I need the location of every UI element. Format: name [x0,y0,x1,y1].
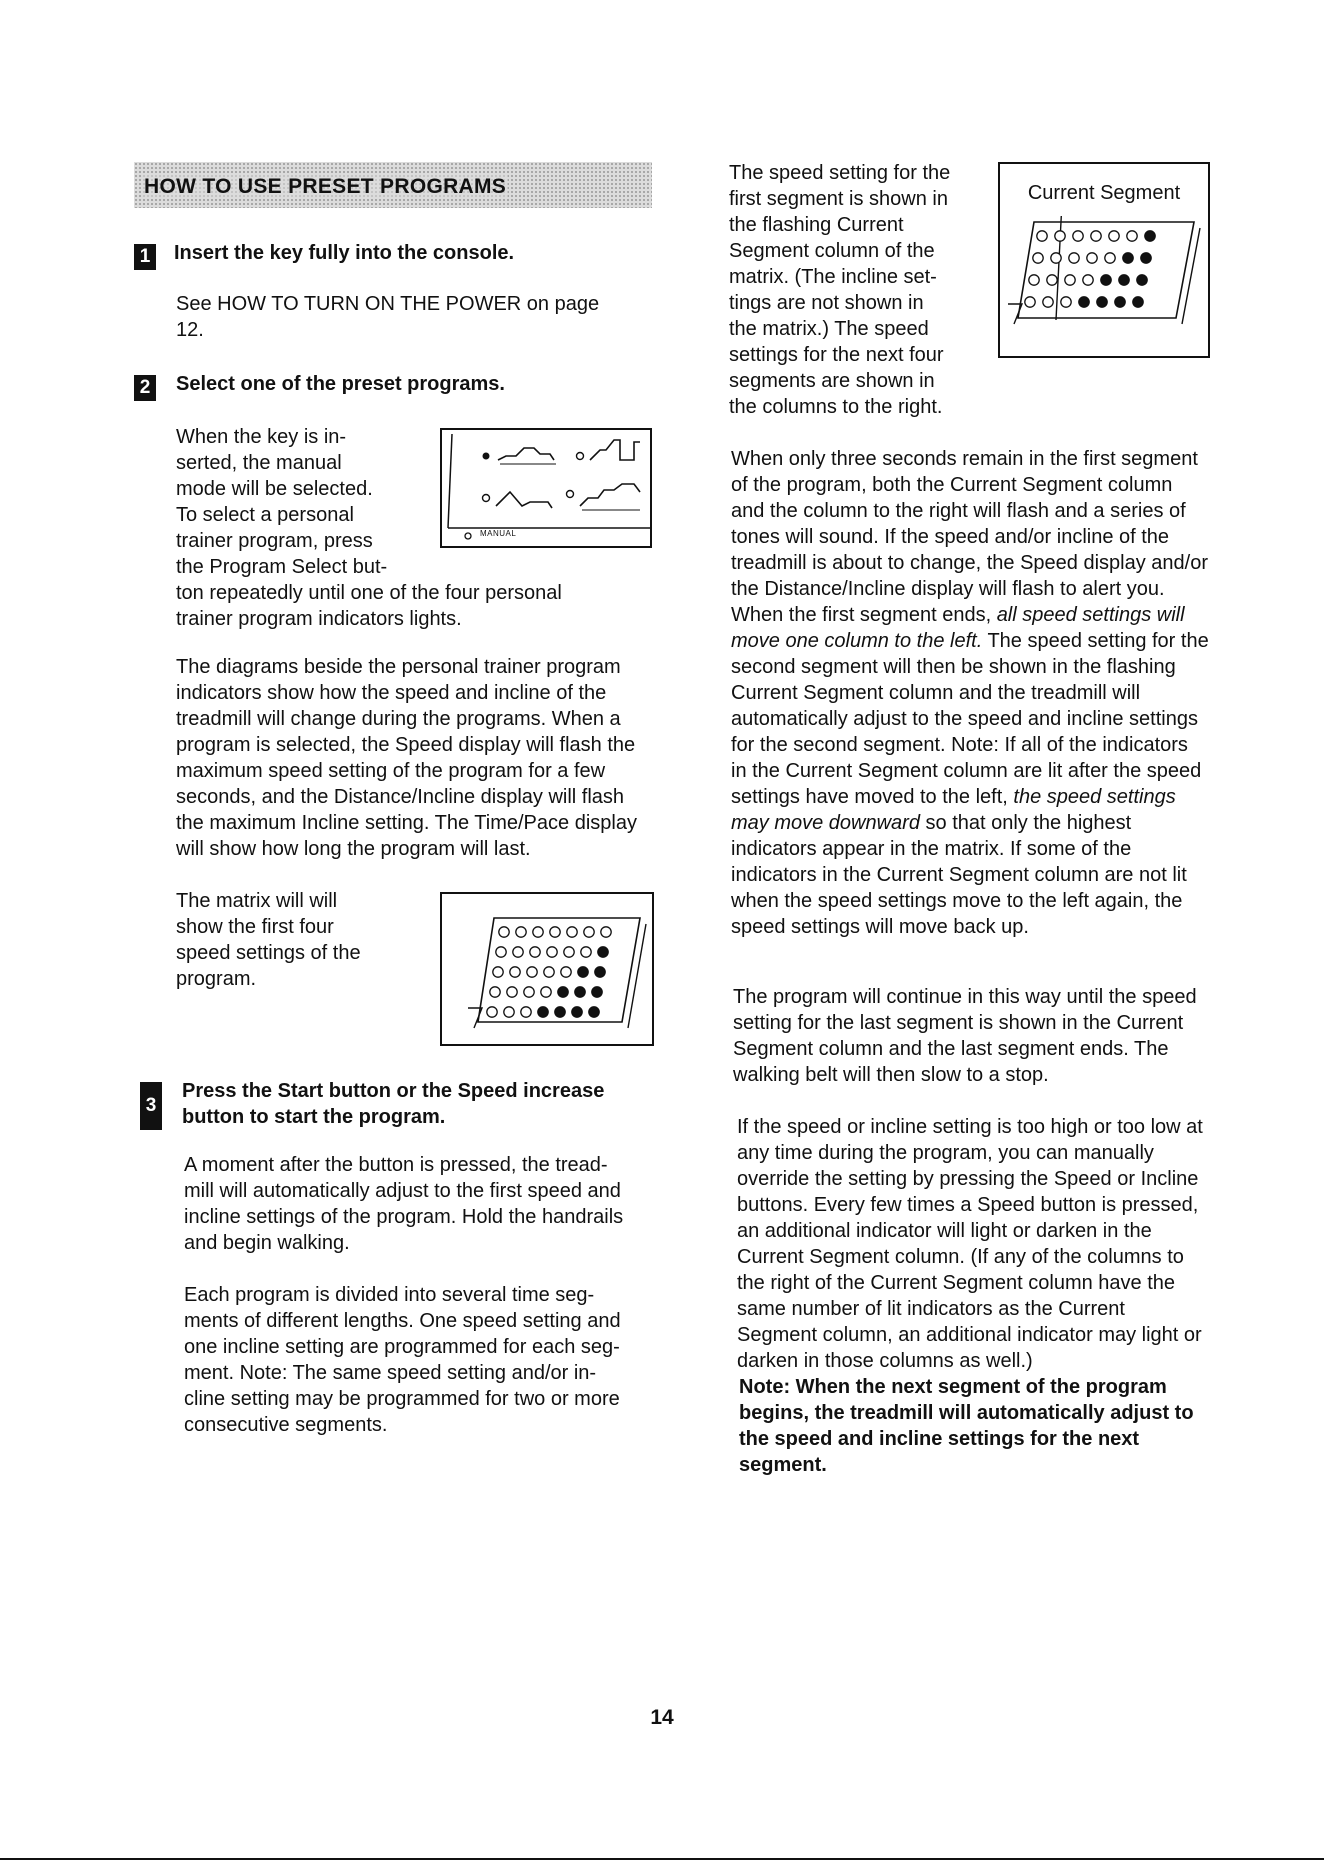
speed-matrix-icon [442,894,652,1044]
step-1-title: Insert the key fully into the console. [174,242,515,264]
right-p2-e: so that only the highest indicators appear in the matrix. If some of the indicators in the Current Segment column are not lit when the speed settings move to the left again, the speed settings will move back up. [731,812,1187,938]
step-2-number: 2 [134,375,156,401]
speed-matrix-figure [440,892,654,1046]
step-2-paragraph-2: The diagrams beside the personal trainer program indicators show how the speed and incline of the treadmill will change during the programs. When a program is selected, the Speed display will flash the maximum speed setting of the program for a few seconds, and the Distance/Incline display will flash the maximum Incline setting. The Time/Pace display will show how long the program will last. [176,656,637,860]
right-intro: The speed setting for the first segment is shown in the flashing Current Segment column of the matrix. (The incline set- tings are not shown in the matrix.) The speed settings for the next four segments are shown in the columns to the right. [729,162,951,418]
step-2-title: Select one of the preset programs. [176,373,505,395]
current-segment-matrix-icon [1000,216,1208,356]
right-paragraph-3: The program will continue in this way until the speed setting for the last segment is shown in the Current Segment column and the last segment ends. The walking belt will then slow to a stop. [733,986,1197,1086]
step-1-number: 1 [134,244,156,270]
step-1-body: See HOW TO TURN ON THE POWER on page 12. [176,293,600,341]
right-p2-b: all speed settings will move one column to the left. [731,604,1185,652]
step-2-wrap-text: When the key is in- serted, the manual mode will be selected. To select a personal trainer program, press the Program Select but- [176,426,388,578]
section-banner [134,162,652,208]
right-paragraph-2 [731,446,1209,940]
step-3-number: 3 [140,1082,162,1130]
right-p2-c: The speed setting for the second segment will then be shown in the flashing Current Segment column and the treadmill will automatically adjust to the speed and incline settings for the second segment. Note: If all of the indicators in the Current Segment column are lit after the speed settings have moved to the left, [731,630,1209,808]
right-p2-a: When only three seconds remain in the first segment of the program, both the Current Segment column and the column to the right will flash and a series of tones will sound. If the speed and/or incline of the treadmill is about to change, the Speed display and/or the Distance/Incline display will flash to alert you. When the first segment ends, [731,448,1208,626]
step-2-continued-text: ton repeatedly until one of the four personal trainer program indicators lights. [176,582,562,630]
manual-label: MANUAL [480,529,517,538]
section-title: HOW TO USE PRESET PROGRAMS [144,175,507,198]
program-diagrams-icon [442,430,650,546]
step-3-title: Press the Start button or the Speed increase button to start the program. [182,1080,605,1128]
step-3-paragraph-1: A moment after the button is pressed, the tread- mill will automatically adjust to the first speed and incline settings of the program. Hold the handrails and begin walking. [184,1154,624,1254]
footer-rule [0,1858,1324,1860]
current-segment-figure [998,162,1210,358]
right-p2-d: the speed settings may move downward [731,786,1176,834]
current-segment-label: Current Segment [1027,182,1181,204]
matrix-description: The matrix will will show the first four speed settings of the program. [176,890,361,990]
program-indicator-figure [440,428,652,548]
step-3-paragraph-2: Each program is divided into several time seg- ments of different lengths. One speed setting and one incline setting are programmed for each seg- ment. Note: The same speed setting and/or in- cline setting may be programmed for two or more consecutive segments. [184,1284,621,1436]
right-paragraph-4: If the speed or incline setting is too high or too low at any time during the program, you can manually override the setting by pressing the Speed or Incline buttons. Every few times a Speed button is pressed, an additional indicator will light or darken in the Current Segment column. (If any of the columns to the right of the Current Segment column have the same number of lit indicators as the Current Segment column, an additional indicator may light or darken in those columns as well.) [737,1116,1203,1372]
page-number: 14 [650,1706,674,1729]
right-paragraph-4-note: Note: When the next segment of the program begins, the treadmill will automatically adjust to the speed and incline settings for the next segment. [739,1376,1194,1476]
